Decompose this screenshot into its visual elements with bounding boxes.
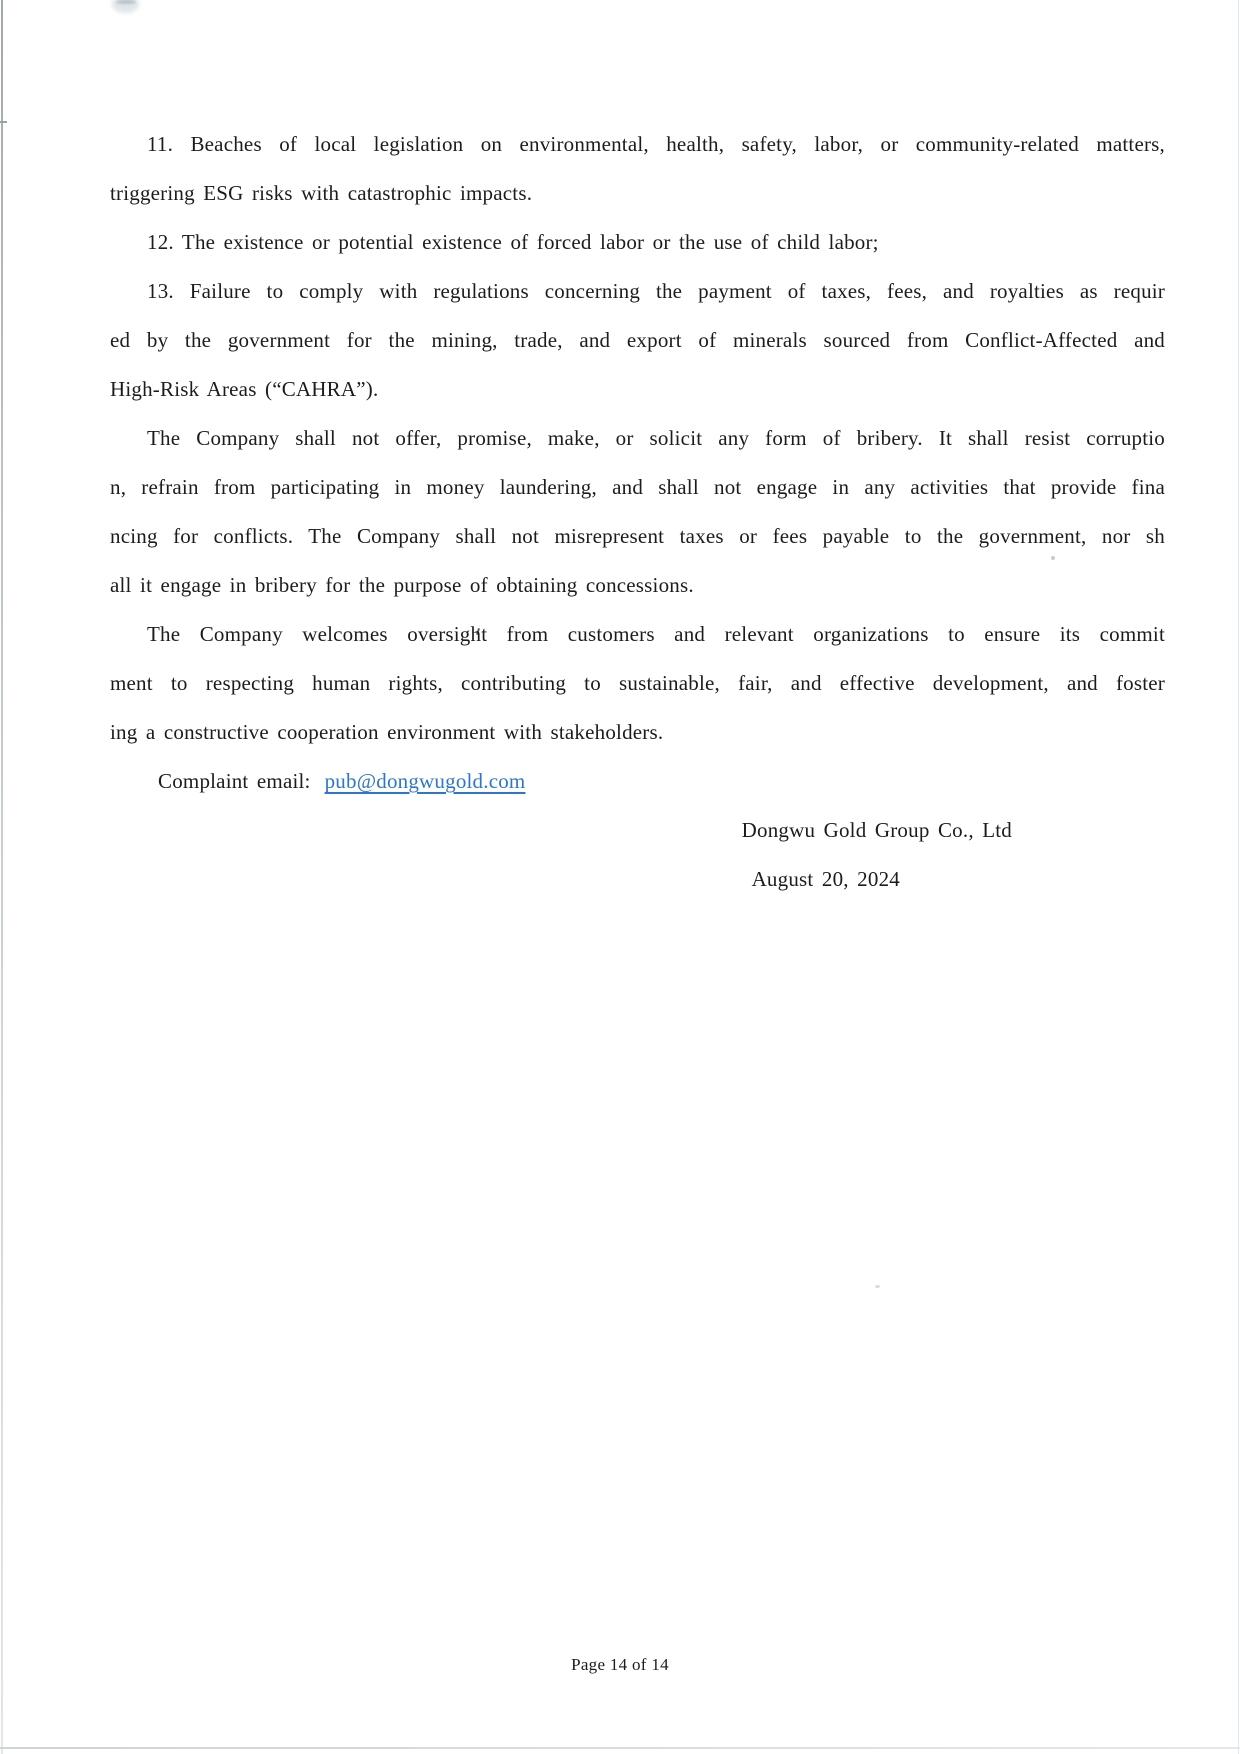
scan-left-edge-line	[1, 0, 3, 1754]
scan-right-edge-line	[1238, 0, 1239, 1754]
doc-line: all it engage in bribery for the purpose of obtaining concessions.	[110, 573, 694, 597]
scan-bottom-edge-line	[0, 1747, 1240, 1749]
document-text-block	[110, 120, 1165, 904]
doc-line: ing a constructive cooperation environment with stakeholders.	[110, 720, 664, 744]
doc-line: The Company welcomes oversight from customers and relevant organizations to ensure its commit	[147, 622, 1165, 646]
doc-line: 13. Failure to comply with regulations concerning the payment of taxes, fees, and royalties as requir	[147, 279, 1165, 303]
scan-speck	[875, 1285, 880, 1288]
doc-line: ed by the government for the mining, trade, and export of minerals sourced from Conflict-Affected and	[110, 328, 1165, 352]
signature-date: August 20, 2024	[751, 867, 900, 891]
complaint-email-line	[110, 757, 1165, 806]
doc-line: triggering ESG risks with catastrophic impacts.	[110, 181, 533, 205]
doc-line: The Company shall not offer, promise, make, or solicit any form of bribery. It shall resist corruptio	[147, 426, 1165, 450]
doc-line: High-Risk Areas (“CAHRA”).	[110, 377, 379, 401]
doc-line: 12. The existence or potential existence of forced labor or the use of child labor;	[147, 230, 879, 254]
doc-line: ment to respecting human rights, contributing to sustainable, fair, and effective development, and foster	[110, 671, 1165, 695]
doc-line: n, refrain from participating in money laundering, and shall not engage in any activities that provide fina	[110, 475, 1165, 499]
scan-left-edge-tick	[0, 121, 7, 123]
complaint-email-link[interactable]: pub@dongwugold.com	[324, 769, 526, 793]
scan-top-smudge-core	[116, 0, 136, 4]
complaint-email-label: Complaint email:	[158, 769, 311, 793]
signature-company: Dongwu Gold Group Co., Ltd	[741, 818, 1012, 842]
doc-line: ncing for conflicts. The Company shall not misrepresent taxes or fees payable to the government, nor sh	[110, 524, 1165, 548]
page-number: Page 14 of 14	[571, 1655, 669, 1674]
doc-line: 11. Beaches of local legislation on environmental, health, safety, labor, or community-related matters,	[147, 132, 1165, 156]
